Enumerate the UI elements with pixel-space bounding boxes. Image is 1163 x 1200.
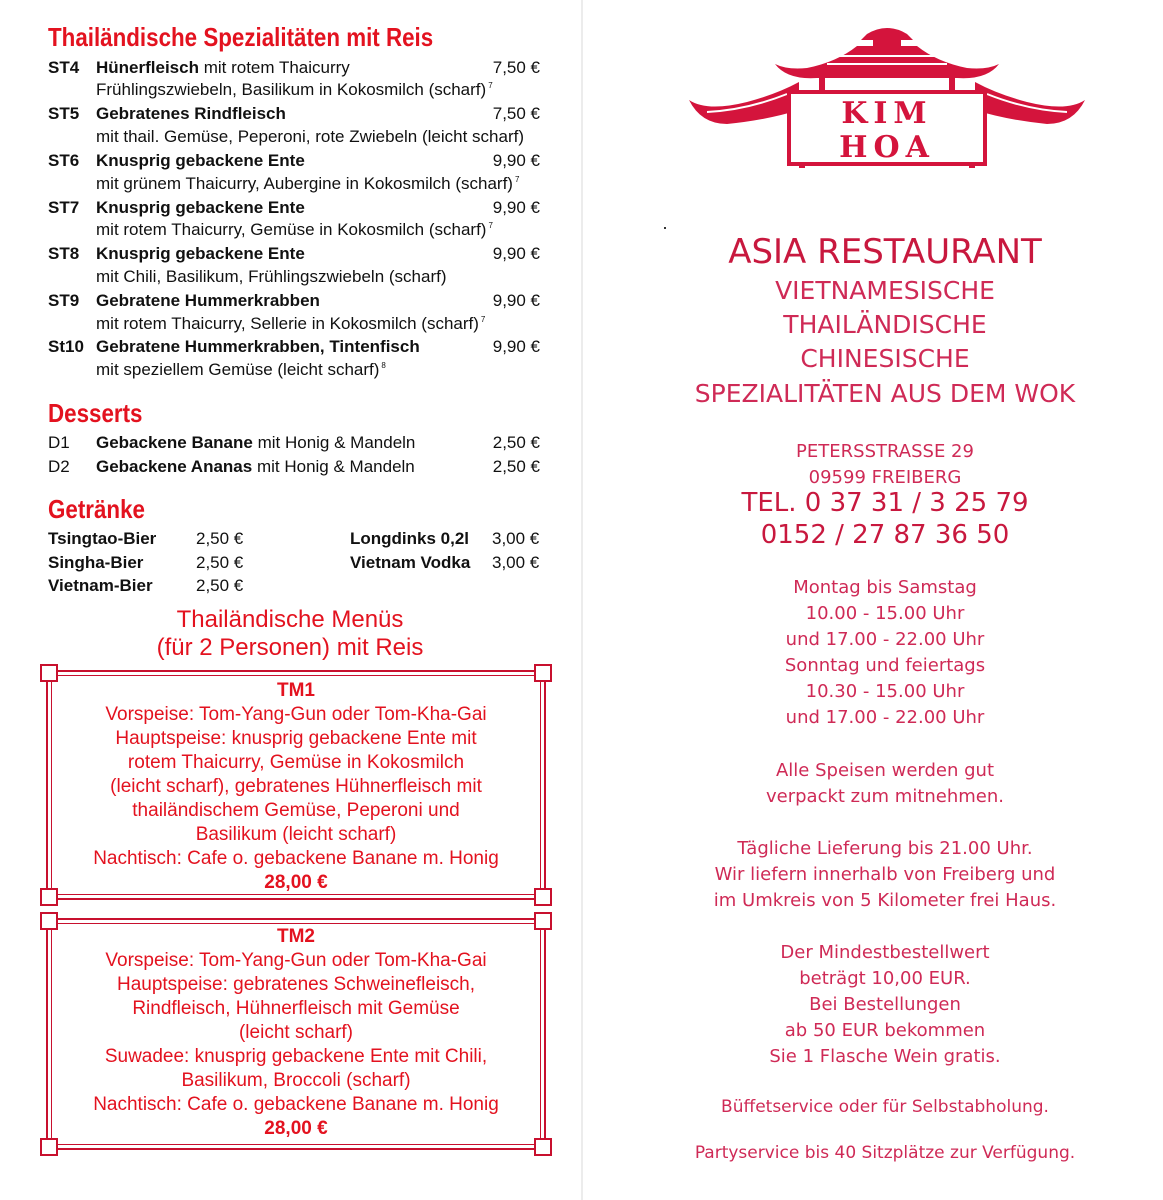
minimum-order-line: Bei Bestellungen [809,994,961,1015]
drink-name: Tsingtao-Bier [48,529,157,548]
item-description: mit thail. Gemüse, Peperoni, rote Zwiebeln (leicht scharf) [96,127,525,146]
item-price: 9,90 € [492,291,540,310]
info-right-panel [583,0,1163,1200]
party-service: Partyservice bis 40 Sitzplätze zur Verfügung. [694,1143,1076,1163]
hours-line: 10.30 - 15.00 Uhr [805,681,965,702]
item-code: D1 [48,433,70,452]
menu-line: Hauptspeise: knusprig gebackene Ente mit [115,728,477,749]
item-code: St10 [48,337,84,356]
drink-name: Vietnam Vodka [350,553,471,572]
drink-name: Singha-Bier [48,553,144,572]
drink-name: Longdinks 0,2l [350,529,470,548]
menu-price: 28,00 € [264,1118,328,1139]
menu-box-tm1 [46,670,546,900]
menu-line: Basilikum (leicht scharf) [195,824,397,845]
item-description: mit rotem Thaicurry, Gemüse in Kokosmilch (scharf) $^7$ [96,220,493,239]
delivery-line: Tägliche Lieferung bis 21.00 Uhr. [737,838,1033,859]
address-city: 09599 FREIBERG [808,467,962,488]
item-name: Knusprig gebackene Ente [96,244,305,263]
packing-line: verpackt zum mitnehmen. [765,786,1005,807]
menu-line: Nachtisch: Cafe o. gebackene Banane m. Honig [93,1094,499,1115]
item-description: mit speziellem Gemüse (leicht scharf) $^8$ [96,360,386,379]
scan-speck [664,227,666,229]
drink-price: 2,50 € [196,576,244,595]
buffet-service: Büffetservice oder für Selbstabholung. [721,1097,1049,1117]
drink-price: 2,50 € [196,553,244,572]
delivery-line: Wir liefern innerhalb von Freiberg und [714,864,1056,885]
item-price: 9,90 € [492,198,540,217]
restaurant-title: ASIA RESTAURANT [728,232,1042,272]
item-description: mit Chili, Basilikum, Frühlingszwiebeln (scharf) [96,267,447,286]
menu-line: Hauptspeise: gebratenes Schweinefleisch, [116,974,476,995]
item-code: D2 [48,457,70,476]
drinks-title: Getränke [48,494,145,524]
menu-code: TM2 [277,926,315,947]
item-code: ST4 [48,58,80,77]
hours-line: Montag bis Samstag [793,577,977,598]
hours-line: Sonntag und feiertags [784,655,986,676]
cuisine-line: SPEZIALITÄTEN AUS DEM WOK [694,379,1076,408]
drink-name: Vietnam-Bier [48,576,153,595]
item-code: ST9 [48,291,80,310]
menu-line: Rindfleisch, Hühnerfleisch mit Gemüse [132,998,460,1019]
pagoda-logo [687,20,1087,170]
cuisine-line: VIETNAMESISCHE [775,276,995,305]
phone-mobile[interactable]: 0152 / 27 87 36 50 [760,520,1010,550]
item-name: Gebackene Ananas mit Honig & Mandeln [96,457,415,476]
drink-price: 2,50 € [196,529,244,548]
menu-line: (leicht scharf), gebratenes Hühnerfleisch mit [110,776,482,797]
menu-line: Basilikum, Broccoli (scharf) [181,1070,411,1091]
phone-landline[interactable]: TEL. 0 37 31 / 3 25 79 [741,488,1029,518]
item-price: 7,50 € [492,104,540,123]
item-price: 2,50 € [492,433,540,452]
item-price: 9,90 € [492,151,540,170]
item-price: 9,90 € [492,244,540,263]
delivery-line: im Umkreis von 5 Kilometer frei Haus. [713,890,1057,911]
menu-price: 28,00 € [264,872,328,893]
menu-line: Suwadee: knusprig gebackene Ente mit Chili, [104,1046,488,1067]
item-name: Gebackene Banane mit Honig & Mandeln [96,433,416,452]
hours-line: 10.00 - 15.00 Uhr [805,603,965,624]
menu-line: Nachtisch: Cafe o. gebackene Banane m. Honig [93,848,499,869]
menu-line: thailändischem Gemüse, Peperoni und [132,800,460,821]
item-name: Gebratene Hummerkrabben, Tintenfisch [96,337,420,356]
minimum-order-line: Sie 1 Flasche Wein gratis. [769,1046,1001,1067]
hours-line: und 17.00 - 22.00 Uhr [785,707,985,728]
minimum-order-line: Der Mindestbestellwert [780,942,990,963]
desserts-title: Desserts [48,398,143,428]
hours-line: und 17.00 - 22.00 Uhr [785,629,985,650]
item-description: mit rotem Thaicurry, Sellerie in Kokosmilch (scharf) $^7$ [96,314,486,333]
menus-title-line1: Thailändische Menüs [176,606,404,633]
menu-line: rotem Thaicurry, Gemüse in Kokosmilch [127,752,465,773]
menu-line: Vorspeise: Tom-Yang-Gun oder Tom-Kha-Gai [105,704,487,725]
cuisine-line: THAILÄNDISCHE [783,310,987,339]
item-description: mit grünem Thaicurry, Aubergine in Kokosmilch (scharf) $^7$ [96,174,520,193]
menu-line: (leicht scharf) [238,1022,354,1043]
item-code: ST7 [48,198,80,217]
specials-title: Thailändische Spezialitäten mit Reis [48,22,434,52]
packing-line: Alle Speisen werden gut [775,760,995,781]
item-name: Knusprig gebackene Ente [96,198,305,217]
item-price: 7,50 € [492,58,540,77]
minimum-order-line: ab 50 EUR bekommen [784,1020,986,1041]
item-name: Knusprig gebackene Ente [96,151,305,170]
drink-price: 3,00 € [492,553,540,572]
menu-line: Vorspeise: Tom-Yang-Gun oder Tom-Kha-Gai [105,950,487,971]
menu-left-panel [0,0,580,1200]
item-code: ST5 [48,104,80,123]
item-description: Frühlingszwiebeln, Basilikum in Kokosmilch (scharf) $^7$ [96,80,493,99]
item-price: 2,50 € [492,457,540,476]
item-name: Gebratene Hummerkrabben [96,291,320,310]
item-name: Hünerfleisch mit rotem Thaicurry [96,58,350,77]
minimum-order-line: beträgt 10,00 EUR. [799,968,971,989]
logo-text-hoa: HOA [839,130,935,165]
address-street: PETERSSTRASSE 29 [796,441,974,462]
menus-title-line2: (für 2 Personen) mit Reis [156,634,424,661]
logo-text-kim: KIM [841,96,933,131]
cuisine-line: CHINESISCHE [800,344,970,373]
item-name: Gebratenes Rindfleisch [96,104,286,123]
item-code: ST6 [48,151,80,170]
menu-box-tm2 [46,918,546,1150]
menu-code: TM1 [277,680,315,701]
item-code: ST8 [48,244,80,263]
item-price: 9,90 € [492,337,540,356]
drink-price: 3,00 € [492,529,540,548]
